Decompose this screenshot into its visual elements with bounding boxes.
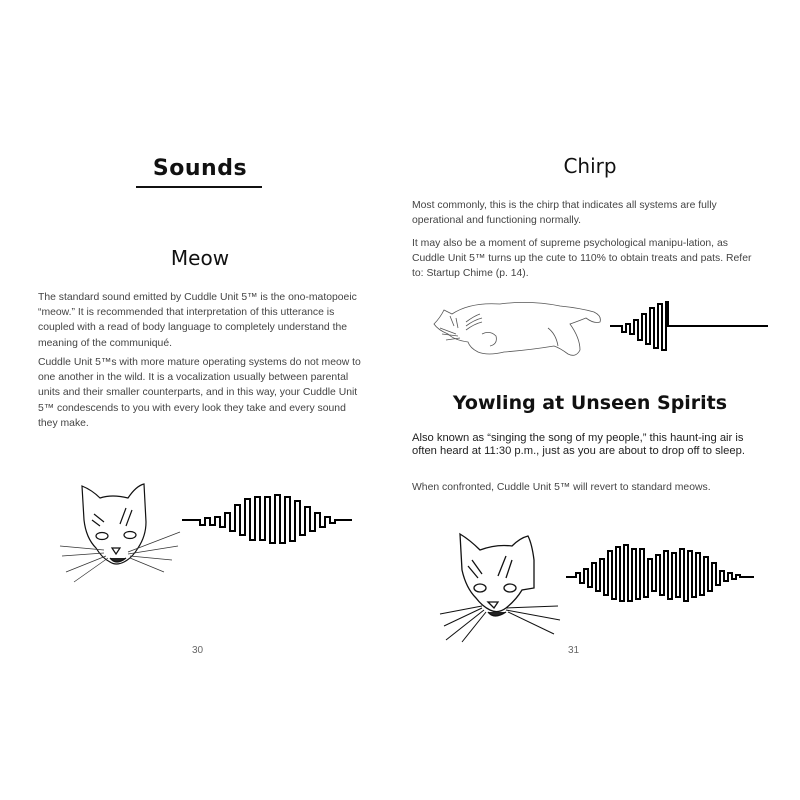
meow-paragraph-2: Cuddle Unit 5™s with more mature operating systems do not meow to one another in the wild. It is a vocalization usually between parental units and their smaller counterparts, and in this way, your Cuddle Unit 5™ condescends to you with every look they take and every sound they make. bbox=[38, 357, 361, 429]
page-number-left: 30 bbox=[192, 645, 204, 656]
meow-waveform-icon bbox=[182, 495, 354, 555]
yowl-waveform-icon bbox=[566, 545, 756, 605]
lounging-cat-icon bbox=[430, 298, 606, 360]
chirp-waveform-icon bbox=[610, 302, 770, 354]
yowl-paragraph-1: Also known as “singing the song of my people,” this haunt-ing air is often heard at 11:30 p.m., just as you are about to drop off to sleep. bbox=[412, 432, 745, 457]
chirp-paragraph-1: Most commonly, this is the chirp that indicates all systems are fully operational and functioning normally. bbox=[412, 200, 717, 227]
yowling-cat-head-icon bbox=[436, 530, 566, 650]
heading-yowling: Yowling at Unseen Spirits bbox=[452, 392, 728, 414]
chirp-paragraph-2: It may also be a moment of supreme psychological manipu-lation, as Cuddle Unit 5™ turns up the cute to 110% to obtain treats and pats. Refer to: Startup Chime (p. 14). bbox=[412, 238, 752, 280]
right-page bbox=[400, 0, 800, 800]
meow-paragraph-1: The standard sound emitted by Cuddle Unit 5™ is the ono-matopoeic “meow.” It is recommended that interpretation of this utterance is coupled with a read of body language to completely understand the meaning of the communiqué. bbox=[38, 292, 357, 349]
meowing-cat-head-icon bbox=[60, 480, 190, 600]
section-title: Sounds bbox=[152, 156, 248, 181]
heading-chirp: Chirp bbox=[563, 154, 617, 178]
page-number-right: 31 bbox=[568, 645, 580, 656]
heading-meow: Meow bbox=[170, 246, 230, 270]
section-title-underline bbox=[136, 186, 262, 188]
yowl-paragraph-2: When confronted, Cuddle Unit 5™ will revert to standard meows. bbox=[412, 482, 711, 493]
